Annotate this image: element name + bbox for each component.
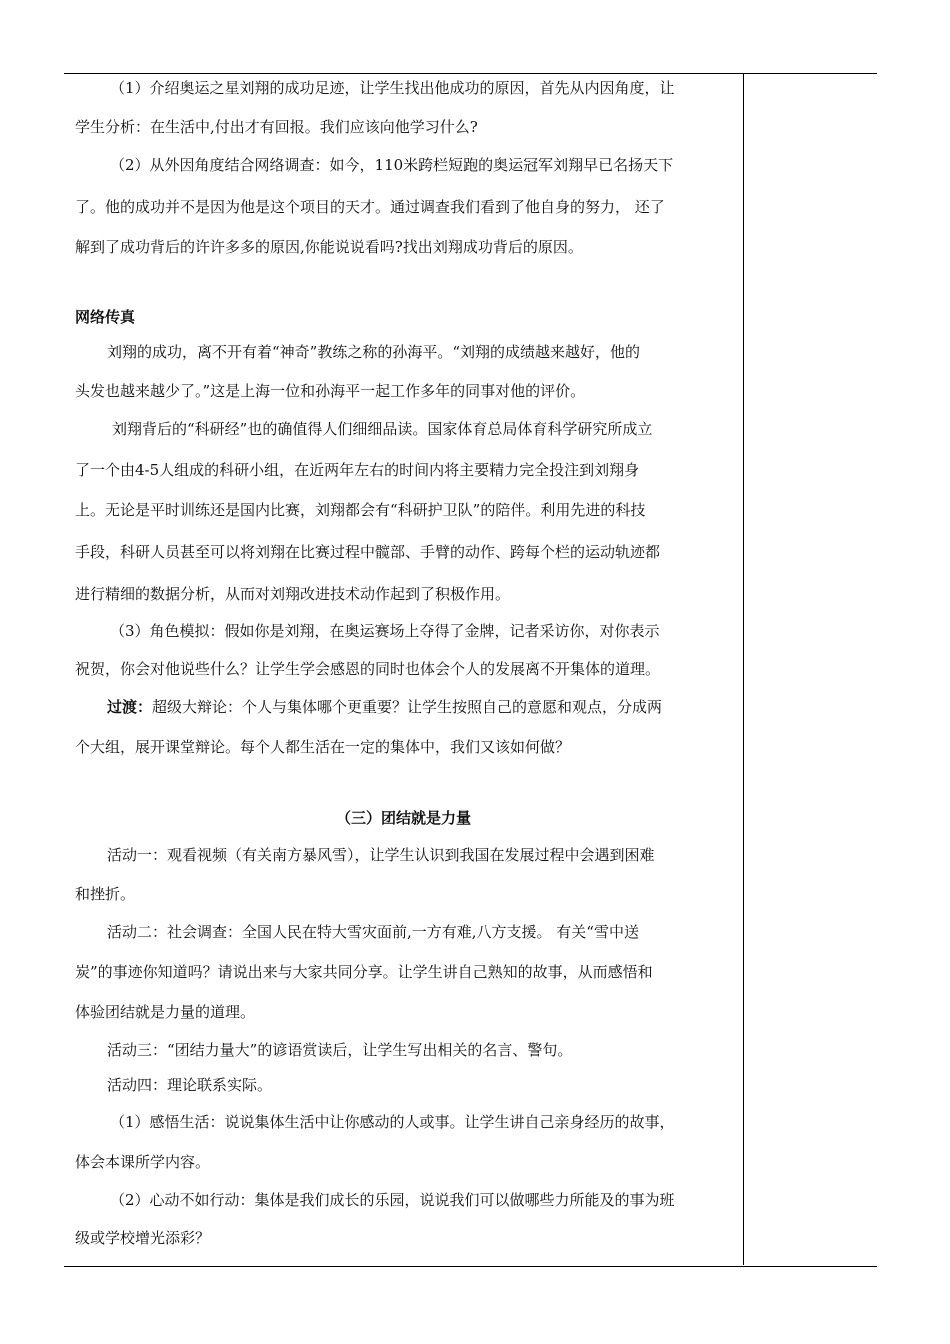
text-line: 活动四：理论联系实际。 bbox=[107, 1076, 273, 1094]
text-line: 刘翔的成功，离不开有着“神奇”教练之称的孙海平。“刘翔的成绩越来越好，他的 bbox=[107, 343, 641, 361]
section-heading-network-fax: 网络传真 bbox=[75, 308, 136, 326]
column-divider bbox=[743, 73, 744, 1265]
text-line: 手段，科研人员甚至可以将刘翔在比赛过程中髋部、手臂的动作、跨每个栏的运动轨迹都 bbox=[75, 543, 661, 561]
text-line: 了。他的成功并不是因为他是这个项目的天才。通过调查我们看到了他自身的努力， 还了 bbox=[75, 198, 665, 216]
text-line: 头发也越来越少了。”这是上海一位和孙海平一起工作多年的同事对他的评价。 bbox=[75, 382, 586, 400]
text-line: 体会本课所学内容。 bbox=[75, 1153, 211, 1171]
text-line: 学生分析：在生活中,付出才有回报。我们应该向他学习什么? bbox=[75, 118, 478, 136]
text-line: （2）从外因角度结合网络调查：如今，110米跨栏短跑的奥运冠军刘翔早已名扬天下 bbox=[110, 156, 674, 174]
text-line: （1）感悟生活：说说集体生活中让你感动的人或事。让学生讲自己亲身经历的故事， bbox=[110, 1113, 675, 1131]
text-line: 刘翔背后的“科研经”也的确值得人们细细品读。国家体育总局体育科学研究所成立 bbox=[112, 420, 653, 438]
text-line: （2）心动不如行动：集体是我们成长的乐园，说说我们可以做哪些力所能及的事为班 bbox=[110, 1191, 675, 1209]
text-line: 了一个由4-5人组成的科研小组，在近两年左右的时间内将主要精力完全投注到刘翔身 bbox=[75, 461, 640, 479]
text-line: （3）角色模拟：假如你是刘翔，在奥运赛场上夺得了金牌，记者采访你，对你表示 bbox=[110, 622, 660, 640]
text-line: （1）介绍奥运之星刘翔的成功足迹，让学生找出他成功的原因，首先从内因角度，让 bbox=[110, 79, 675, 97]
text-line: 炭”的事迹你知道吗？请说出来与大家共同分享。让学生讲自己熟知的故事，从而感悟和 bbox=[75, 963, 653, 981]
section-heading-unity: （三）团结就是力量 bbox=[335, 809, 471, 827]
transition-label: 过渡： bbox=[107, 698, 153, 716]
text-line: 活动二：社会调查：全国人民在特大雪灾面前,一方有难,八方支援。 有关“雪中送 bbox=[107, 923, 639, 941]
text-line: 解到了成功背后的许许多多的原因,你能说说看吗?找出刘翔成功背后的原因。 bbox=[75, 238, 583, 256]
text-line: 体验团结就是力量的道理。 bbox=[75, 1003, 256, 1021]
text-line: 级或学校增光添彩？ bbox=[75, 1229, 211, 1247]
text-line: 活动三：“团结力量大”的谚语赏读后，让学生写出相关的名言、警句。 bbox=[107, 1041, 573, 1059]
text-line: 活动一：观看视频（有关南方暴风雪），让学生认识到我国在发展过程中会遇到困难 bbox=[107, 846, 655, 864]
text-line: 祝贺，你会对他说些什么？让学生学会感恩的同时也体会个人的发展离不开集体的道理。 bbox=[75, 660, 661, 678]
text-line: 和挫折。 bbox=[75, 885, 136, 903]
text-line: 过渡：超级大辩论：个人与集体哪个更重要？让学生按照自己的意愿和观点，分成两 bbox=[107, 698, 663, 716]
text-line: 进行精细的数据分析，从而对刘翔改进技术动作起到了积极作用。 bbox=[75, 585, 511, 603]
text-line: 上。无论是平时训练还是国内比赛，刘翔都会有“科研护卫队”的陪伴。利用先进的科技 bbox=[75, 501, 646, 519]
text-line: 个大组，展开课堂辩论。每个人都生活在一定的集体中，我们又该如何做？ bbox=[75, 738, 571, 756]
